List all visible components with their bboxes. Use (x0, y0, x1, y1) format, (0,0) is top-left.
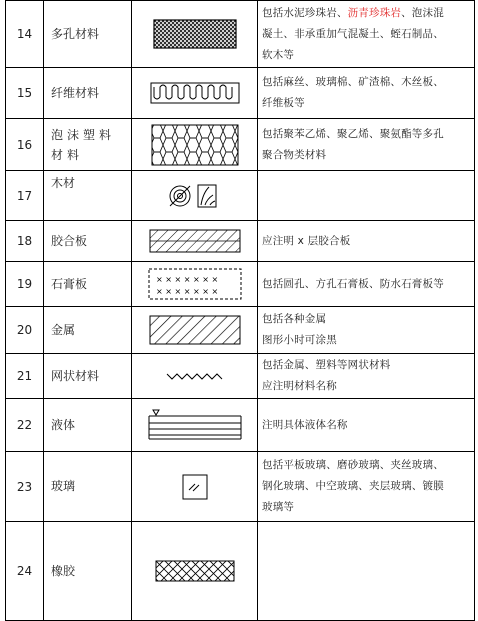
row-number: 23 (6, 452, 44, 522)
material-name: 胶合板 (44, 221, 132, 262)
note-line: 包括平板玻璃、磨砂玻璃、夹丝玻璃、 (262, 459, 444, 471)
table-row (6, 262, 475, 307)
honeycomb-hexagon-pattern-icon (151, 124, 239, 166)
table-row (6, 354, 475, 399)
row-number: 21 (6, 354, 44, 399)
material-name: 石膏板 (44, 262, 132, 307)
row-number: 14 (6, 1, 44, 68)
material-name: 多孔材料 (44, 1, 132, 68)
row-number: 15 (6, 68, 44, 119)
fiber-wave-pattern-icon (150, 82, 240, 104)
row-number: 20 (6, 307, 44, 354)
note-line: 应注明 x 层胶合板 (262, 234, 351, 247)
row-number: 16 (6, 119, 44, 171)
table-row (6, 171, 475, 221)
glass-pane-pattern-icon (182, 474, 208, 500)
material-name: 泡沫塑料材料 (44, 119, 132, 171)
note-line: 包括各种金属 (262, 313, 327, 325)
gypsum-cross-pattern-icon (148, 268, 242, 300)
note-line: 软木等 (262, 48, 295, 61)
note-line: 包括金属、塑料等网状材料 (262, 359, 391, 371)
note-line: 注明具体液体名称 (262, 418, 348, 431)
table-row (6, 221, 475, 262)
table-row (6, 522, 475, 621)
table-row (6, 1, 475, 68)
rubber-crosshatch-pattern-icon (155, 560, 235, 582)
note-line: 应注明材料名称 (262, 380, 337, 392)
svg-text:× × × × × × ×: × × × × × × × (155, 287, 218, 296)
note-line: 纤维板等 (262, 97, 305, 109)
note-line: 包括圆孔、方孔石膏板、防水石膏板等 (262, 277, 444, 290)
material-name: 网状材料 (44, 354, 132, 399)
note-line: 图形小时可涂黑 (262, 334, 337, 346)
materials-legend-table (5, 0, 475, 621)
material-name: 橡胶 (44, 522, 132, 621)
table-row (6, 307, 475, 354)
note-line: 包括水泥珍珠岩、沥青珍珠岩、泡沫混 (262, 6, 444, 19)
row-number: 22 (6, 399, 44, 452)
material-name: 玻璃 (44, 452, 132, 522)
liquid-level-pattern-icon (148, 407, 242, 443)
metal-diagonal-hatch-icon (149, 315, 241, 345)
note-line: 凝土、非承重加气混凝土、蛭石制品、 (262, 27, 444, 40)
note-line: 包括麻丝、玻璃棉、矿渣棉、木丝板、 (262, 76, 444, 88)
mesh-zigzag-pattern-icon (165, 368, 225, 384)
highlighted-term: 沥青珍珠岩 (347, 6, 402, 19)
row-number: 19 (6, 262, 44, 307)
material-name: 金属 (44, 307, 132, 354)
material-name: 木材 (44, 171, 132, 221)
material-name: 液体 (44, 399, 132, 452)
note-line: 玻璃等 (262, 501, 295, 513)
hatched-crosshatch-pattern-icon (153, 19, 237, 49)
plywood-diagonal-hatch-icon (149, 229, 241, 253)
table-row (6, 452, 475, 522)
note-line: 包括聚苯乙烯、聚乙烯、聚氨酯等多孔 (262, 127, 444, 140)
note-line: 聚合物类材料 (262, 148, 327, 161)
material-name: 纤维材料 (44, 68, 132, 119)
row-number: 24 (6, 522, 44, 621)
row-number: 18 (6, 221, 44, 262)
table-row (6, 119, 475, 171)
note-line: 钢化玻璃、中空玻璃、夹层玻璃、镀膜 (262, 480, 444, 492)
table-row (6, 68, 475, 119)
row-number: 17 (6, 171, 44, 221)
wood-grain-pattern-icon (165, 181, 225, 211)
table-row (6, 399, 475, 452)
svg-text:× × × × × × ×: × × × × × × × (155, 275, 218, 284)
